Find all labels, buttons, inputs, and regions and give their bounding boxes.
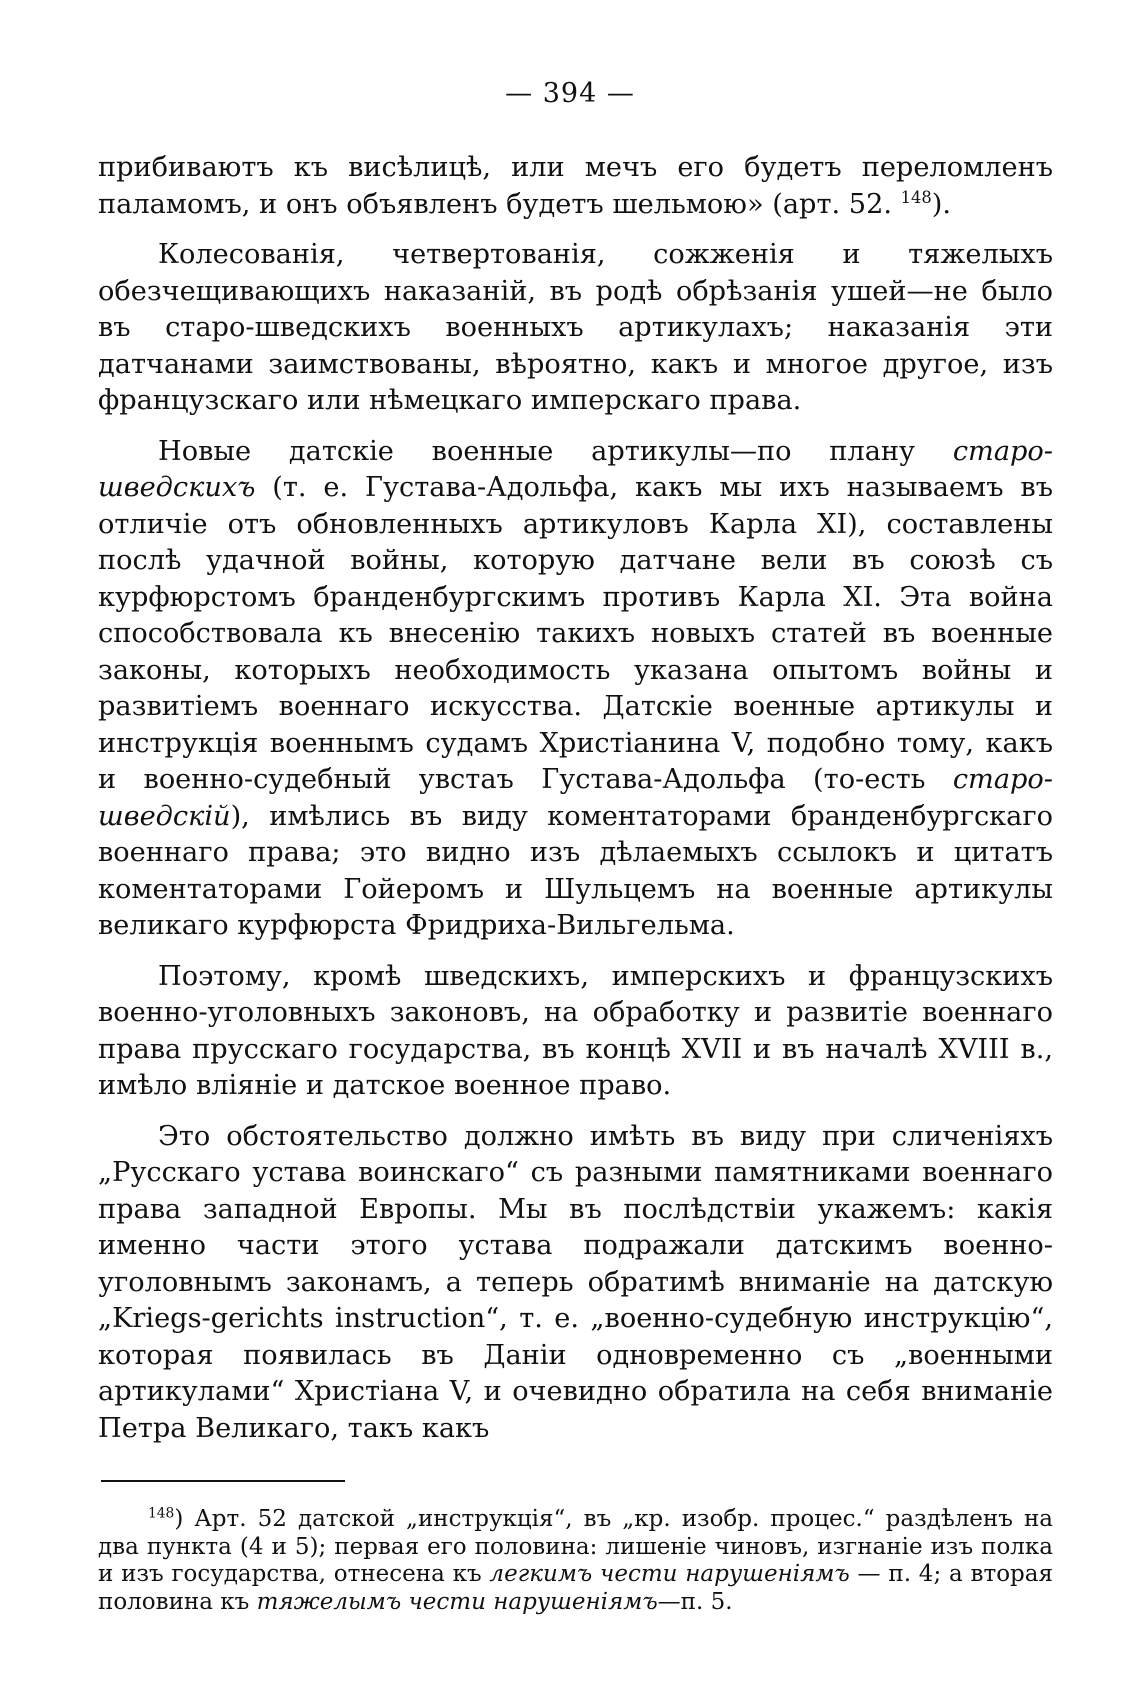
paragraph-5: Это обстоятельство должно имѣть въ виду при сличеніяхъ „Русскаго устава воинскаго“ съ разными памятниками военнаго права западной Европы. Мы въ послѣдствіи укажемъ: какія именно части этого устава подражали датскимъ военно-уголовнымъ законамъ, а теперь обратимѣ вниманіе на датскую „Kriegs-gerichts instruction“, т. е. „военно-судебную инструкцію“, которая появилась въ Даніи одновременно съ „военными артикулами“ Христіана V, и очевидно обратила на себя вниманіе Петра Великаго, такъ какъ [98, 1120, 1053, 1444]
footnote-part-c: —п. 5. [657, 1588, 733, 1615]
paragraph-3-part-c: ), имѣлись въ виду коментаторами бранденбургскаго военнаго права; это видно изъ дѣлаемыхъ ссылокъ и цитатъ коментаторами Гойеромъ и Шульцемъ на военные артикулы великаго курфюрста Фридриха-Вильгельма. [98, 800, 1053, 941]
footnote-emphasis-2: тяжелымъ чести нарушеніямъ [256, 1588, 658, 1615]
paragraph-1 [98, 150, 1053, 223]
paragraph-3-emphasis-2: старо-шведскій [98, 764, 1053, 832]
main-text [98, 150, 1053, 1447]
footnote-ref: 148 [900, 187, 932, 207]
paragraph-1-tail: ). [931, 188, 952, 220]
footnote-number: 148 [148, 1505, 175, 1522]
paragraph-3-emphasis-1: старо-шведскихъ [98, 435, 1053, 503]
page-number: — 394 — [505, 78, 635, 109]
footnote [98, 1506, 1053, 1616]
footnote-divider [101, 1480, 345, 1482]
footnote-part-b: — п. 4; а вторая половина къ [98, 1561, 1053, 1615]
paragraph-2: Колесованія, четвертованія, сожженія и тяжелыхъ обезчещивающихъ наказаній, въ родѣ обрѣзанія ушей—не было въ старо-шведскихъ военныхъ артикулахъ; наказанія эти датчанами заимствованы, вѣроятно, какъ и многое другое, изъ французскаго или нѣмецкаго имперскаго права. [98, 239, 1053, 416]
footnote-emphasis-1: легкимъ чести нарушеніямъ [489, 1561, 850, 1587]
paragraph-3-part-b: (т. е. Густава-Адольфа, какъ мы ихъ называемъ въ отличіе отъ обновленныхъ артикуловъ Карла XI), составлены послѣ удачной войны, которую датчане вели въ союзѣ съ курфюрстомъ бранденбургскимъ противъ Карла XI. Эта война способствовала къ внесенію такихъ новыхъ статей въ военные законы, которыхъ необходимость указана опытомъ войны и развитіемъ военнаго искусства. Датскіе военные артикулы и инструкція военнымъ судамъ Христіанина V, подобно тому, какъ и военно-судебный увстаъ Густава-Адольфа (то-есть [98, 472, 1053, 795]
footnote-part-a: ) Арт. 52 датской „инструкція“, въ „кр. изобр. процес.“ раздѣленъ на два пункта (4 и 5); первая его половина: лишеніе чиновъ, изгнаніе изъ полка и изъ государства, отнесена къ [98, 1506, 1053, 1587]
paragraph-3-part-a: Новые датскіе военные артикулы—по плану [158, 435, 953, 467]
paragraph-1-text: прибиваютъ къ висѣлицѣ, или мечъ его будетъ переломленъ паламомъ, и онъ объявленъ будетъ шельмою» (арт. 52. [98, 152, 1053, 220]
paragraph-3 [98, 434, 1053, 945]
paragraph-4: Поэтому, кромѣ шведскихъ, имперскихъ и французскихъ военно-уголовныхъ законовъ, на обработку и развитіе военнаго права прусскаго государства, въ концѣ XVII и въ началѣ XVIII в., имѣло вліяніе и датское военное право. [98, 960, 1053, 1101]
